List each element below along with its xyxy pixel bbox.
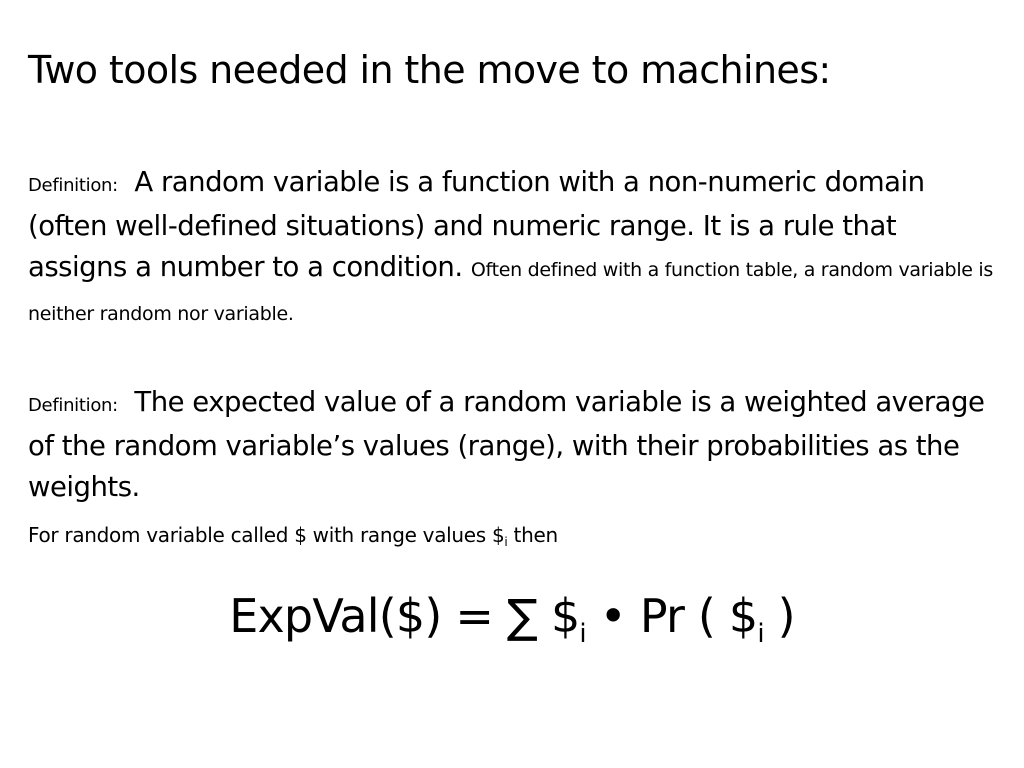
definition-text: A random variable is a function with a non-numeric domain (often well-defined situations) and numeric range. It is a rule that assigns a number to a condition.: [28, 166, 925, 283]
note-suffix: then: [507, 523, 558, 547]
slide-title: Two tools needed in the move to machines:: [28, 48, 831, 92]
definition-random-variable: [28, 162, 994, 335]
formula-subscript-1: i: [579, 619, 586, 649]
range-note: [28, 520, 558, 557]
definition-label: Definition:: [28, 175, 118, 196]
expected-value-formula: [0, 584, 1024, 666]
definition-expected-value: [28, 382, 994, 508]
formula-subscript-2: i: [757, 619, 764, 649]
definition-note: Often defined with a function table, a random variable is neither random nor variable.: [28, 259, 994, 325]
definition-label: Definition:: [28, 395, 118, 416]
formula-middle: • Pr ( $: [585, 589, 758, 643]
formula-right: ): [763, 589, 795, 643]
definition-text: The expected value of a random variable is a weighted average of the random variable’s values (range), with their probabilities as the weights.: [28, 386, 985, 503]
formula-left: ExpVal($) = ∑ $: [229, 589, 580, 643]
note-prefix: For random variable called $ with range values $: [28, 523, 505, 547]
note-subscript: i: [504, 535, 508, 549]
